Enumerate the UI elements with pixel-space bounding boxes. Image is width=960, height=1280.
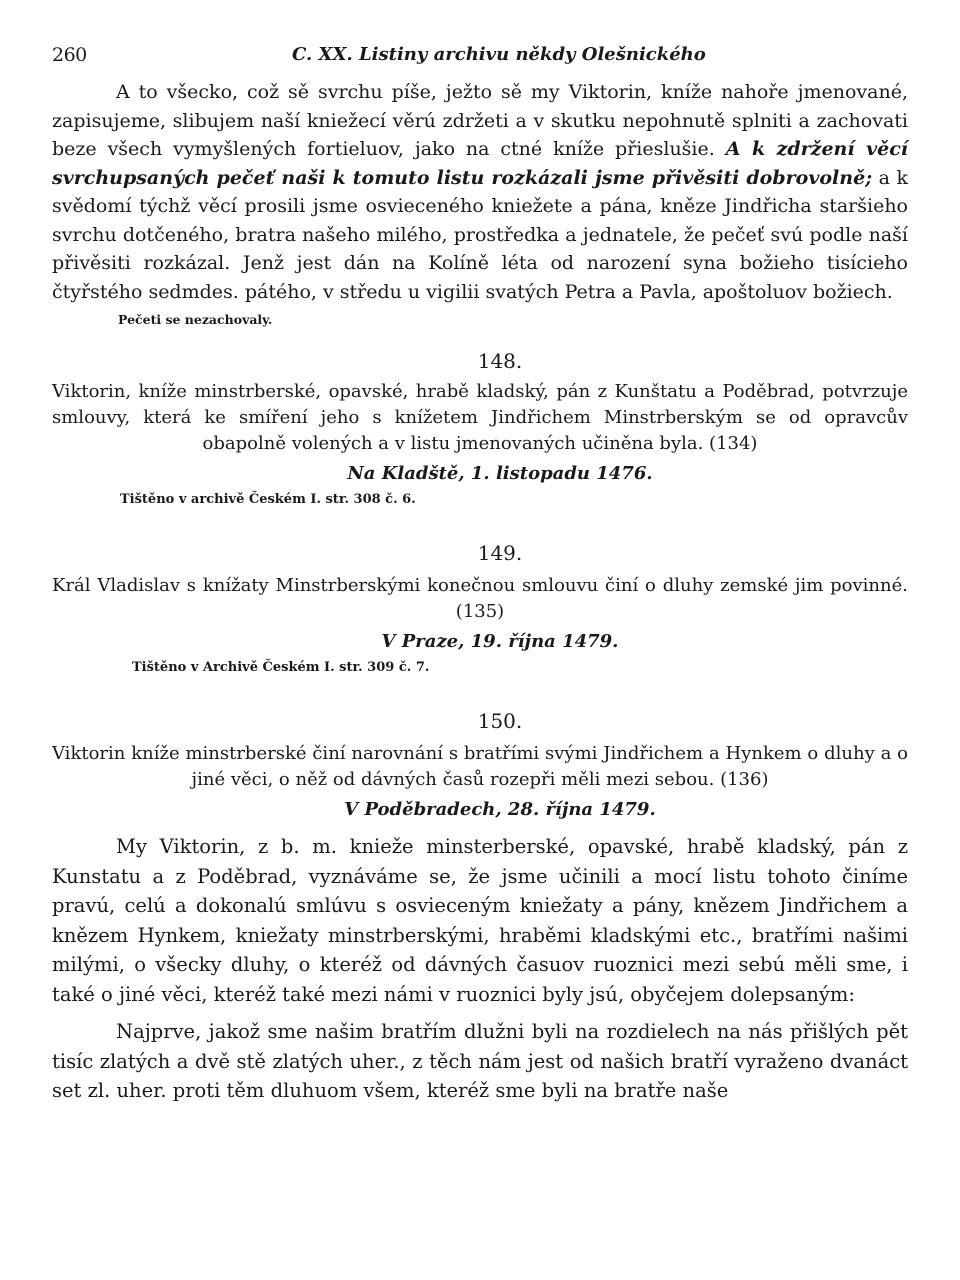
doc147-note: Pečeti se nezachovaly. <box>118 312 273 327</box>
page-header <box>52 38 908 78</box>
doc148-printed: Tištěno v archivě Českém I. str. 308 č. 6. <box>120 492 416 507</box>
doc147-body <box>52 78 908 306</box>
doc149-regest: Král Vladislav s knížaty Minstrberskými konečnou smlouvu činí o dluhy zemské jim povinné. (135) <box>52 575 908 622</box>
doc149-place-date: V Praze, 19. října 1479. <box>381 631 619 652</box>
doc147-body-italic: A k zdržení věcí svrchupsaných pečeť naši k tomuto listu rozkázali jsme přivěsiti dobrovolně; <box>52 138 908 189</box>
page <box>52 38 908 1106</box>
doc150-regest: Viktorin kníže minstrberské činí narovnání s bratřími svými Jindřichem a Hynkem o dluhy a o jiné věci, o něž od dávných časů rozepři měli mezi sebou. (136) <box>52 743 908 790</box>
doc149-printed: Tištěno v Archivě Českém I. str. 309 č. 7. <box>132 660 430 675</box>
doc147-body-rest: a k svědomí týchž věcí prosili jsme osvieceného kniežete a pána, kněze Jindřicha staršieho svrchu dotčeného, bratra našeho milého, prostředka a jednatele, že pečeť svú podle naší přivěsiti rozkázal. Jenž jest dán na Kolíně léta od narození syna božieho tisícieho čtyřstého sedmdes. pátého, v středu u vigilii svatých Petra a Pavla, apoštoluov božiech. <box>52 166 908 303</box>
doc148-place-date: Na Kladště, 1. listopadu 1476. <box>347 463 653 484</box>
doc150-number: 150. <box>477 709 523 733</box>
doc148-regest: Viktorin, kníže minstrberské, opavské, hrabě kladský, pán z Kunštatu a Poděbrad, potvrzuje smlouvy, která ke smíření jeho s knížetem Jindřichem Minstrberským se od opravcův obapolně volených a v listu jmenovaných učiněna byla. (134) <box>52 381 908 454</box>
doc148-number: 148. <box>477 349 523 373</box>
page-number: 260 <box>52 44 87 66</box>
doc150-place-date: V Poděbradech, 28. října 1479. <box>344 799 656 820</box>
doc147-body-plain: A to všecko, což sě svrchu píše, ježto sě my Viktorin, kníže nahoře jmenované, zapisujeme, slibujem naší kniežecí věrú zdržeti a v skutku nepohnutě splniti a zachovati beze všech vymyšlených fortieluov, jako na ctné kníže přieslušie. <box>52 81 908 160</box>
doc150-paragraph-2: Najprve, jakož sme našim bratřím dlužni byli na rozdielech na nás přišlých pět tisíc zlatých a dvě stě zlatých uher., z těch nám jest od našich bratří vyraženo dvanáct set zl. uher. proti těm dluhuom všem, kteréž sme byli na bratře naše <box>52 1020 908 1102</box>
running-title: C. XX. Listiny archivu někdy Olešnického <box>292 44 706 65</box>
doc150-paragraph-1: My Viktorin, z b. m. knieže minsterberské, opavské, hrabě kladský, pán z Kunstatu a z Poděbrad, vyznáváme se, že jsme učinili a mocí listu tohoto činíme pravú, celú a dokonalú smlúvu s osvieceným kniežaty a pány, knězem Jindřichem a knězem Hynkem, kniežaty minstrberskými, hraběmi kladskými etc., bratřími našimi milými, o všecky dluhy, o kteréž od dávných časuov ruoznici mezi sebú měli sme, i také o jiné věci, kteréž také mezi námi v ruoznici byly jsú, obyčejem dolepsaným: <box>52 835 908 1006</box>
doc149-number: 149. <box>477 541 523 565</box>
